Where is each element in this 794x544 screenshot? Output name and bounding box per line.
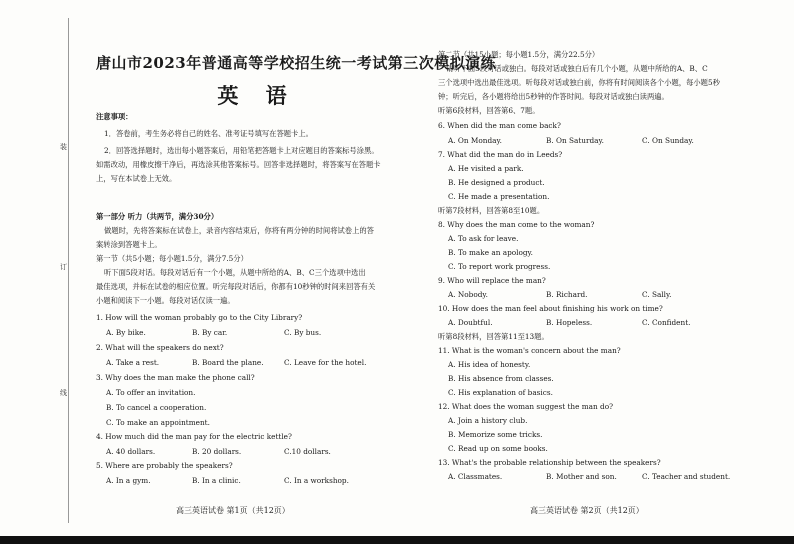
side-mark-2: 订 xyxy=(60,263,67,271)
q7-option-c: C. He made a presentation. xyxy=(448,192,550,201)
question-8: 8. Why does the man come to the woman? xyxy=(438,220,595,229)
notice-heading: 注意事项： xyxy=(96,112,133,121)
q4-option-b: B. 20 dollars. xyxy=(192,447,242,456)
question-3: 3. Why does the man make the phone call? xyxy=(96,373,255,382)
notice-item-1: 1．答卷前，考生务必将自己的姓名、准考证号填写在答题卡上。 xyxy=(104,129,313,138)
passage-6-label: 听第6段材料，回答第6、7题。 xyxy=(438,106,540,115)
section1-intro-1: 听下面5段对话。每段对话后有一个小题，从题中所给的A、B、C三个选项中选出 xyxy=(104,268,366,277)
q13-option-c: C. Teacher and student. xyxy=(642,472,731,481)
q7-option-a: A. He visited a park. xyxy=(448,164,524,173)
q8-option-a: A. To ask for leave. xyxy=(448,234,519,243)
part2-intro-1: 请听下面5段对话或独白。每段对话或独白后有几个小题，从题中所给的A、B、C xyxy=(446,64,708,73)
section1-heading: 第一节（共5小题；每小题1.5分，满分7.5分） xyxy=(96,254,248,263)
question-9: 9. Who will replace the man? xyxy=(438,276,546,285)
q8-option-c: C. To report work progress. xyxy=(448,262,551,271)
question-13: 13. What's the probable relationship between the speakers? xyxy=(438,458,661,467)
binding-line xyxy=(68,18,69,523)
part2-heading: 第二节（共15小题；每小题1.5分，满分22.5分） xyxy=(438,50,600,59)
q13-option-b: B. Mother and son. xyxy=(546,472,617,481)
q9-option-a: A. Nobody. xyxy=(448,290,488,299)
q9-option-c: C. Sally. xyxy=(642,290,672,299)
q6-option-b: B. On Saturday. xyxy=(546,136,604,145)
q11-option-a: A. His idea of honesty. xyxy=(448,360,531,369)
side-mark-3: 线 xyxy=(60,389,67,397)
part2-intro-2: 三个选项中选出最佳选项。听每段对话或独白前，你将有时间阅读各个小题，每小题5秒 xyxy=(438,78,720,87)
q10-option-b: B. Hopeless. xyxy=(546,318,593,327)
q3-option-b: B. To cancel a cooperation. xyxy=(106,403,207,412)
q7-option-b: B. He designed a product. xyxy=(448,178,545,187)
part1-heading: 第一部分 听力（共两节，满分30分） xyxy=(96,212,219,221)
q13-option-a: A. Classmates. xyxy=(448,472,503,481)
question-4: 4. How much did the man pay for the electric kettle? xyxy=(96,432,292,441)
q5-option-c: C. In a workshop. xyxy=(284,476,349,485)
notice-item-2c: 上，写在本试卷上无效。 xyxy=(96,174,177,183)
q10-option-a: A. Doubtful. xyxy=(448,318,493,327)
bottom-edge xyxy=(0,536,794,544)
q5-option-a: A. In a gym. xyxy=(106,476,151,485)
q1-option-a: A. By bike. xyxy=(106,328,146,337)
question-5: 5. Where are probably the speakers? xyxy=(96,461,233,470)
question-10: 10. How does the man feel about finishing his work on time? xyxy=(438,304,663,313)
exam-title: 唐山市2023年普通高等学校招生统一考试第三次模拟演练 xyxy=(96,54,497,72)
q12-option-b: B. Memorize some tricks. xyxy=(448,430,543,439)
question-12: 12. What does the woman suggest the man do? xyxy=(438,402,614,411)
part2-intro-3: 钟；听完后，各小题将给出5秒钟的作答时间。每段对话或独白读两遍。 xyxy=(438,92,669,101)
section1-intro-2: 最佳选项，并标在试卷的相应位置。听完每段对话后，你都有10秒钟的时间来回答有关 xyxy=(96,282,376,291)
q5-option-b: B. In a clinic. xyxy=(192,476,241,485)
q2-option-b: B. Board the plane. xyxy=(192,358,264,367)
q8-option-b: B. To make an apology. xyxy=(448,248,533,257)
question-2: 2. What will the speakers do next? xyxy=(96,343,224,352)
q4-option-c: C.10 dollars. xyxy=(284,447,331,456)
q12-option-a: A. Join a history club. xyxy=(448,416,528,425)
question-6: 6. When did the man come back? xyxy=(438,121,561,130)
footer-right: 高三英语试卷 第2页（共12页） xyxy=(530,506,644,515)
q12-option-c: C. Read up on some books. xyxy=(448,444,548,453)
q11-option-c: C. His explanation of basics. xyxy=(448,388,553,397)
q10-option-c: C. Confident. xyxy=(642,318,691,327)
q6-option-c: C. On Sunday. xyxy=(642,136,694,145)
q1-option-c: C. By bus. xyxy=(284,328,322,337)
footer-left: 高三英语试卷 第1页（共12页） xyxy=(176,506,290,515)
notice-item-2: 2．回答选择题时，选出每小题答案后，用铅笔把答题卡上对应题目的答案标号涂黑。 xyxy=(104,146,379,155)
subject-title: 英 语 xyxy=(217,83,297,108)
section1-intro-3: 小题和阅读下一小题。每段对话仅读一遍。 xyxy=(96,296,235,305)
side-mark-1: 装 xyxy=(60,143,67,151)
q4-option-a: A. 40 dollars. xyxy=(106,447,156,456)
part1-intro-2: 案转涂到答题卡上。 xyxy=(96,240,162,249)
question-7: 7. What did the man do in Leeds? xyxy=(438,150,563,159)
q11-option-b: B. His absence from classes. xyxy=(448,374,554,383)
q9-option-b: B. Richard. xyxy=(546,290,588,299)
passage-8-label: 听第8段材料，回答第11至13题。 xyxy=(438,332,549,341)
question-1: 1. How will the woman probably go to the City Library? xyxy=(96,313,303,322)
passage-7-label: 听第7段材料，回答第8至10题。 xyxy=(438,206,545,215)
q3-option-c: C. To make an appointment. xyxy=(106,418,210,427)
part1-intro-1: 做题时，先将答案标在试卷上，录音内容结束后，你将有两分钟的时间将试卷上的答 xyxy=(104,226,374,235)
q2-option-c: C. Leave for the hotel. xyxy=(284,358,367,367)
q2-option-a: A. Take a rest. xyxy=(106,358,160,367)
q3-option-a: A. To offer an invitation. xyxy=(106,388,196,397)
q6-option-a: A. On Monday. xyxy=(448,136,502,145)
q1-option-b: B. By car. xyxy=(192,328,228,337)
question-11: 11. What is the woman's concern about the man? xyxy=(438,346,621,355)
notice-item-2b: 如需改动，用橡皮擦干净后，再选涂其他答案标号。回答非选择题时，将答案写在答题卡 xyxy=(96,160,381,169)
